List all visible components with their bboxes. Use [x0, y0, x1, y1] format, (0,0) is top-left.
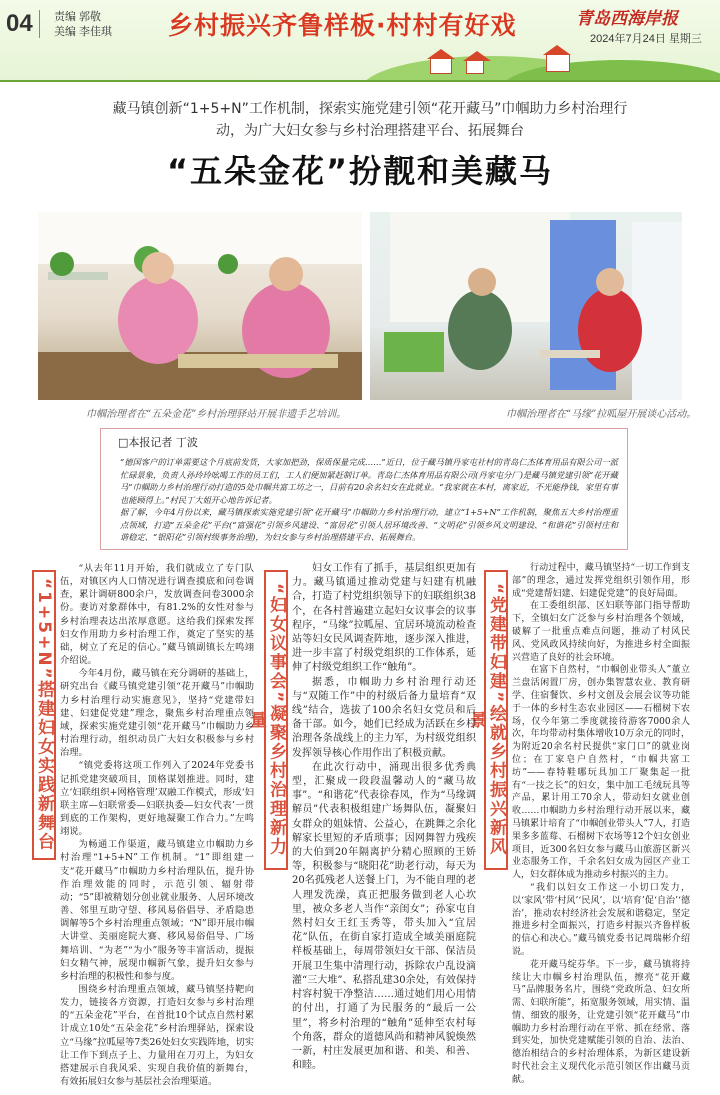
body-paragraph: 花开藏马绽芬华。下一步，藏马镇将持续让大巾帼乡村治理队伍，擦亮“花开藏马”品牌服务名片，围绕“党政所急、妇女所需、妇联所能”，拓宽服务领域，用实情、温情、细致的服务，让党建引领“花开藏马”巾帼助力乡村治理行动在平常、抓在经常、落到实处，加快党建赋能引领的自治、法治、德治相结合的乡村治理体系，为新区建设新时代社会主义现代化示范引领区作出藏马贡献。 [512, 959, 690, 1085]
body-paragraph: 围绕乡村治理重点领域，藏马镇坚持靶向发力，链接各方资源，打造妇女参与乡村治理的“五朵金花”平台，在首批10个试点自然村累计成立10处“五朵金花”乡村治理驿站，探索设立“马缘”拉呱屋等7类26处妇女实践阵地，切实让工作下到点子上、力量用在刀刃上，为妇女搭建展示自我风采、实现自我价值的新舞台，有效拓展妇女参与基层社会治理渠道。 [60, 984, 254, 1088]
lead-paragraph: “德国客户的订单需要这个月底前发货，大家加把劲，保质保量完成……”近日，位于藏马镇丹家屯社村的青岛仁杰体育用品有限公司一派忙碌景象，负责人孙玲玲吆喝工作的员工们，工人们便加紧赶制订单。青岛仁杰体育用品有限公司(丹家屯分厂)是藏马镇党建引领“花开藏马”巾帼助力乡村治理行动打造的5处巾帼共富工坊之一，目前有20余名妇女在此就业。“我家就在本村，离家近，不光能挣钱，家里有事也能顾得上。”村民丁大姐开心地告诉记者。 据了解，今年4月份以来，藏马镇探索实施党建引领“花开藏马”巾帼助力乡村治理行动，建立“1+5+N”工作机制，聚焦五大乡村治理重点领域，打造“五朵金花”平台(“富强花”引领乡风建设、“富居花”引领人居环境改善、“文明花”引领乡风文明建设、“和谐花”引领村庄和谐稳定、“银阳花”引领村级事务治理)，为妇女参与乡村治理搭建平台、拓展舞台。 [120, 457, 618, 543]
section-heading-2: “妇女议事会”凝聚乡村治理新力量 [264, 570, 288, 870]
body-paragraph: 行动过程中，藏马镇坚持“一切工作到支部”的理念，通过发挥党组织引领作用，形成“党建帮妇建、妇建促党建”的良好局面。 [512, 563, 690, 599]
photo-right-illustration [370, 212, 682, 400]
photo-right [370, 212, 682, 400]
body-paragraph: 妇女工作有了抓手，基层组织更加有力。藏马镇通过推动党建与妇建有机融合，打造了村党组织领导下的妇联组织38个，在各村普遍建立起妇女议事会的议事程序，“马缘”拉呱屋、宜居环境流动检查站等妇女民风调查阵地，逐步深入推进，进一步丰富了村级党组织的工作体系，延伸了村级党组织工作“触角”。 [292, 563, 476, 674]
photo-left [38, 212, 362, 400]
body-paragraph: 据悉，巾帼助力乡村治理行动还与“双随工作”中的村级后备力量培育“双线”结合，选拔了100余名妇女党员和后备干部。如今，她们已经成为活跃在乡村治理各条战线上的主力军，为村级党组织发挥领导核心作用作出了积极贡献。 [292, 676, 476, 759]
house-icon [430, 58, 452, 74]
article-kicker: 藏马镇创新“1+5+N”工作机制，探索实施党建引领“花开藏马”巾帼助力乡村治理行动，为广大妇女参与乡村治理搭建平台、拓展舞台 [112, 101, 628, 139]
house-icon [546, 54, 570, 72]
body-paragraph: 在此次行动中，涌现出很多优秀典型，汇聚成一段段温馨动人的“藏马故事”。“和谐花”代表徐春凤，作为“马缘调解员”代表积极组建广场舞队伍，凝聚妇女群众的姐妹情、公益心，在跳舞之余化解家长里短的矛盾琐事；因网舞智力残疾的大伯到20年隔离护分精心照顾的王娇等，积极参与“晓阳花”助老行动，每天为20名孤残老人送餐上门，为不能自理的老人理发洗澡，真正把服务做到老人心坎里，被众多老人当作“亲闺女”；孙家屯自然村妇女王红玉秀等，带头加入“宜居花”队伍，在街自家打造成全域美丽庭院样板基础上，每周带领妇女干部、保洁员开展卫生集中清理行动，拆除农户乱设滴灌“三大堆”、私搭乱建30余处，有效保持村容村貌干净整洁……通过她们用心用情的付出，打通了为民服务的“最后一公里”，将乡村治理的“触角”延伸至农村每个角落，群众的道德风尚和精神风貌焕然一新，村庄发展更加和谐、和美、和善、和睦。 [292, 761, 476, 1072]
house-icon [466, 60, 484, 74]
editor-credits [54, 10, 112, 40]
reporter-byline: □本报记者 丁波 [118, 436, 198, 449]
photo-left-illustration [38, 212, 362, 400]
publication-date: 2024年7月24日 星期三 [590, 33, 702, 45]
section-banner-title: 乡村振兴齐鲁样板·村村有好戏 [168, 11, 517, 40]
body-paragraph: “我们以妇女工作这一小切口发力，以‘家风’带‘村风’‘民风’，以‘培育’促‘自治’‘德治’，推动农村经济社会发展和谐稳定，坚定推进乡村全面振兴，打造乡村振兴齐鲁样板的信心和决心。”藏马镇党委书记周瑞彬介绍说。 [512, 882, 690, 957]
body-column-3 [512, 562, 690, 1087]
body-paragraph: “镇党委将这项工作列入了2024年党委书记抓党建突破项目，顶格谋划推进。同时，建立‘妇联组织+网格管理’双融工作模式，形成‘妇联主席—妇联常委—妇联执委—妇女代表’一贯到底的工作架构，更好地凝聚工作合力。”左鸣翊说。 [60, 760, 254, 838]
page-number: 04 [6, 10, 40, 38]
section-heading-1: “1+5+N”搭建妇女实践新舞台 [32, 570, 56, 860]
body-paragraph: 今年4月份，藏马镇在充分调研的基础上，研究出台《藏马镇党建引领“花开藏马”巾帼助力乡村治理行动实施意见》，坚持“党建带妇建、妇建促党建”理念，聚焦乡村治理重点领域，探索实施党建引领“花开藏马”巾帼助力乡村治理行动，组织动员广大妇女积极参与乡村治理。 [60, 668, 254, 759]
body-paragraph: “从去年11月开始，我们就成立了专门队伍，对镇区内人口情况进行调查摸底和问卷调查，累计调研800余户，发放调查问卷3000余份。妻访对象群体中，有81.2%的女性对参与乡村治理表达出浓厚意愿。这给我们探索发挥妇女作用助力乡村治理工作，奠定了坚实的基础，树立了充足的信心。”藏马镇副镇长左鸣翊介绍说。 [60, 563, 254, 667]
body-paragraph: 在工委组织部、区妇联等部门指导帮助下，全镇妇女广泛参与乡村治理各个领域，破解了一批重点难点问题，推动了村风民风、党风政风持续向好，为推进乡村全面振兴营造了良好的社会环境。 [512, 601, 690, 663]
photo-left-caption: 巾帼治理者在“五朵金花”乡村治理驿站开展非遗手艺培训。 [86, 409, 347, 420]
body-paragraph: 在富下自然村，“巾帼创业带头人”董立兰盘活闲置厂房，创办集智慧农业、教育研学、住宿餐饮、乡村文创及会展会议等功能于一体的乡村生态农业园区——石榴树下农场，仅今年第二季度就接待游客7000余人次，年均带动村集体增收10万余元的同时，为附近20余名村民提供“家门口”的就业岗位；在丁家皂户自然村，“巾帼共富工坊”——春特鞋哪玩具加工厂聚集起一批有“一技之长”的妇女，集中加工毛绒玩具等产品，累计用工70余人，带动妇女就业创收……巾帼助力乡村治理行动开展以来，藏马镇累计培育了“巾帼创业带头人”7人，打造果多多蓝莓、石榴树下农场等12个妇女创业项目，近300名妇女参与藏马山旅游区新兴业态服务工作，千余名妇女成为园区产业工人，妇女群体成为推动乡村振兴的主力。 [512, 665, 690, 881]
section-heading-3: “党建带妇建”绘就乡村振兴新风景 [484, 570, 508, 870]
newspaper-name: 青岛西海岸报 [576, 9, 678, 29]
body-column-1 [60, 562, 254, 1088]
body-paragraph: 为畅通工作渠道，藏马镇建立巾帼助力乡村治理“1+5+N”工作机制。“1”即组建一支“花开藏马”巾帼助力乡村治理队伍，提升协作治理效能的同时，示范引领、辐射带动；“5”即被精划分创业就业服务、人居环境改善、邻里互助守望、移风易俗倡导、矛盾隐患调解等5个乡村治理重点领域；“N”即开展巾帼大讲堂、美丽庭院大赛、移风易俗倡导、广场舞培训、“为老”“为小”服务等丰富活动，提振妇女精气神，展现巾帼新气象，提升妇女参与乡村治理的积极性和参与度。 [60, 839, 254, 982]
body-column-2 [292, 562, 476, 1073]
photo-right-caption: 巾帼治理者在“马缘”拉呱屋开展谈心活动。 [506, 409, 697, 420]
article-headline: “五朵金花”扮靓和美藏马 [166, 152, 554, 190]
editor-line: 责编 郭敬 [54, 11, 102, 23]
page-banner [0, 0, 720, 82]
designer-line: 美编 李佳琪 [54, 26, 113, 38]
